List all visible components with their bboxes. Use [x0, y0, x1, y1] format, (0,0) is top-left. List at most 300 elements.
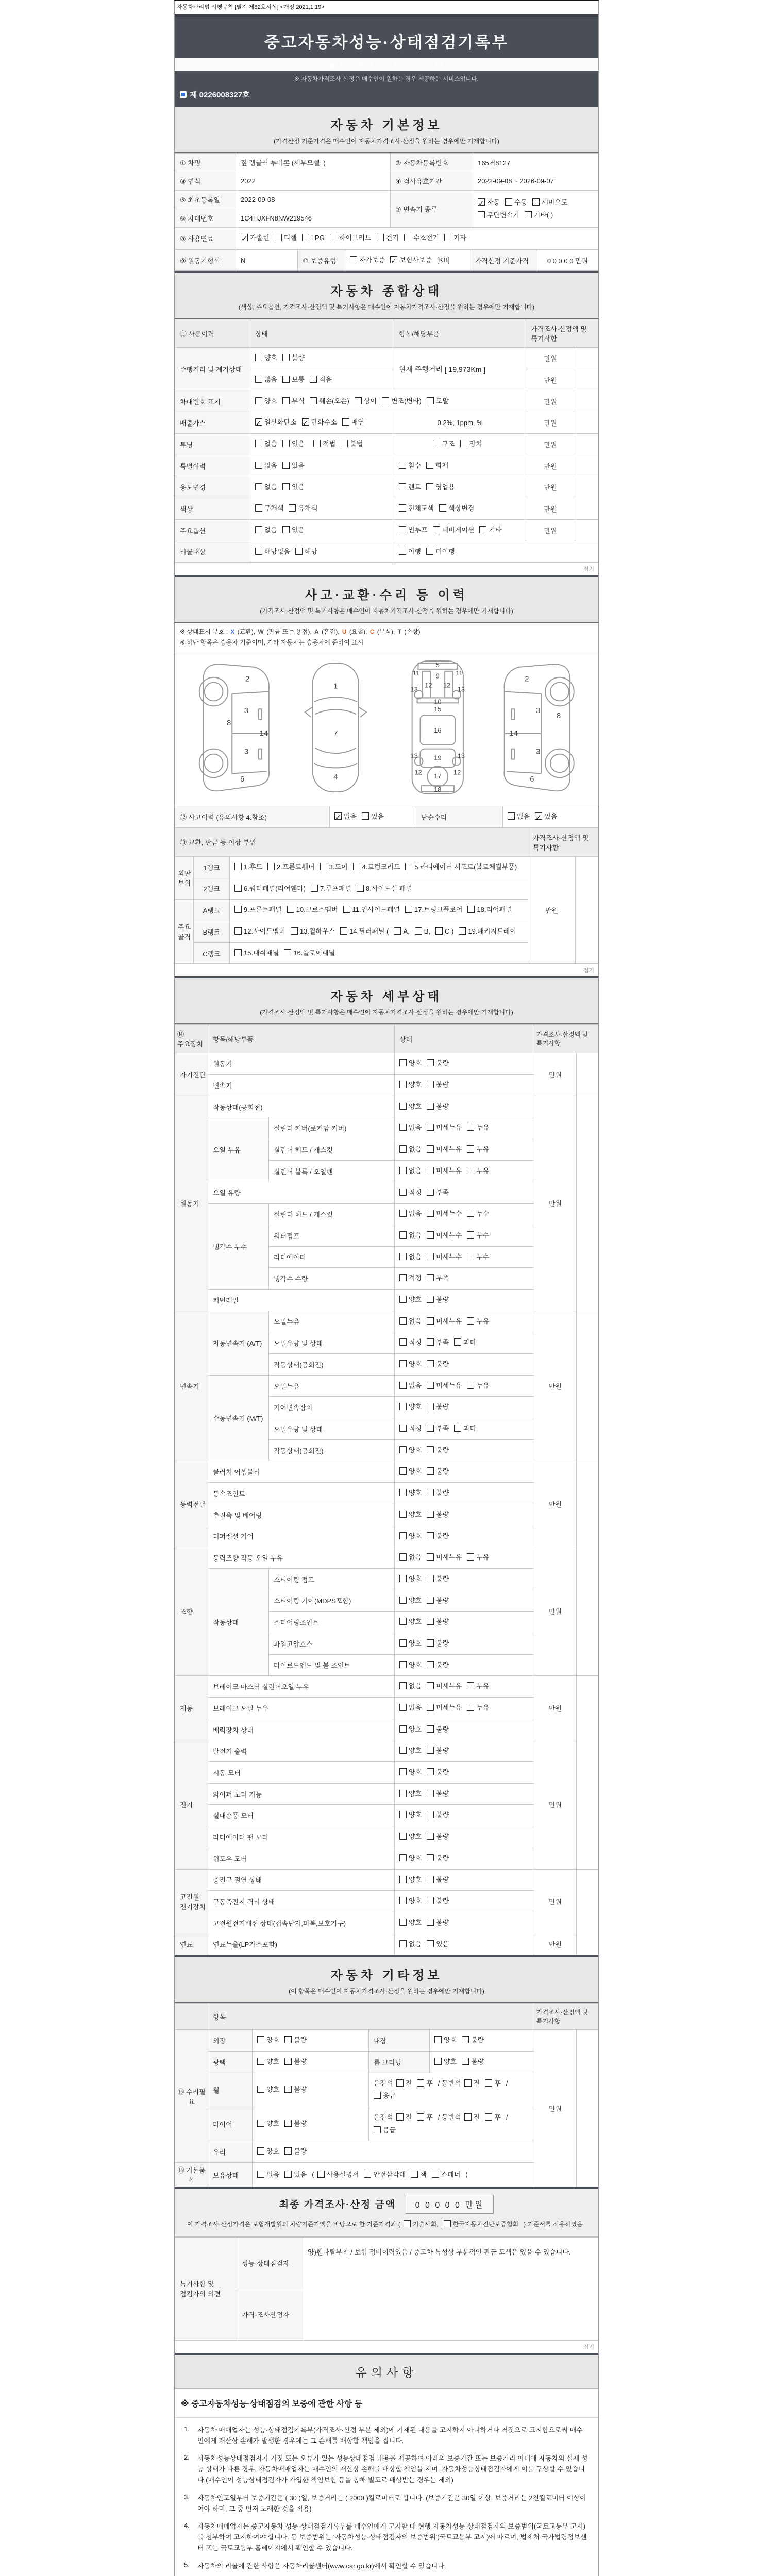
checkbox-option[interactable]: 부식: [282, 395, 305, 408]
checkbox-option[interactable]: 양호: [399, 1788, 422, 1801]
checkbox-option[interactable]: 양호: [399, 1294, 422, 1307]
checkbox-option[interactable]: A,: [394, 925, 409, 938]
checkbox-option[interactable]: 도말: [427, 395, 449, 408]
checkbox[interactable]: [427, 1210, 434, 1217]
checkbox[interactable]: [435, 927, 443, 935]
checkbox[interactable]: [255, 440, 262, 447]
checkbox[interactable]: [234, 906, 242, 913]
checkbox-option[interactable]: 화재: [426, 460, 448, 472]
checkbox-option[interactable]: 불량: [427, 1401, 449, 1414]
checkbox-option[interactable]: 구조: [433, 438, 455, 451]
checkbox[interactable]: [255, 462, 262, 469]
checkbox-option[interactable]: 불량: [427, 1744, 449, 1757]
checkbox-option[interactable]: 있음: [282, 524, 305, 537]
checkbox-option[interactable]: 6.쿼터패널(리어휀다): [234, 883, 306, 895]
checkbox[interactable]: [405, 863, 412, 870]
checkbox[interactable]: [427, 1747, 434, 1754]
checkbox-option[interactable]: 색상변경: [439, 502, 474, 515]
checkbox-option[interactable]: 없음: [399, 1251, 422, 1264]
checkbox[interactable]: [462, 2058, 469, 2065]
checkbox-option[interactable]: 안전삼각대: [364, 2168, 406, 2181]
checkbox[interactable]: [399, 1532, 407, 1539]
checkbox[interactable]: [404, 234, 411, 241]
checkbox-option[interactable]: 양호: [399, 1100, 422, 1113]
checkbox-option[interactable]: 없음: [399, 1122, 422, 1134]
checkbox[interactable]: [282, 440, 290, 447]
checkbox[interactable]: [478, 211, 485, 218]
checkbox[interactable]: [427, 1231, 434, 1239]
checkbox-option[interactable]: 불량: [284, 2145, 307, 2158]
checkbox[interactable]: [427, 1253, 434, 1260]
checkbox-option[interactable]: 불량: [427, 1874, 449, 1887]
checkbox[interactable]: [444, 2220, 451, 2227]
checkbox[interactable]: [399, 1511, 407, 1518]
checkbox-option[interactable]: 10.크로스멤버: [287, 904, 338, 917]
checkbox-option[interactable]: 누수: [467, 1208, 489, 1221]
checkbox[interactable]: [282, 376, 290, 383]
checkbox-option[interactable]: 잭: [411, 2168, 427, 2181]
checkbox[interactable]: [439, 504, 446, 512]
checkbox-option[interactable]: 누유: [467, 1380, 489, 1393]
checkbox[interactable]: [330, 234, 337, 241]
checkbox[interactable]: [289, 504, 296, 512]
checkbox-option[interactable]: 전기: [377, 232, 399, 245]
checkbox-option[interactable]: 침수: [399, 460, 421, 472]
checkbox-option[interactable]: 후: [485, 2077, 501, 2090]
checkbox-option[interactable]: 무단변속기: [478, 209, 519, 222]
checkbox[interactable]: [427, 1854, 434, 1861]
checkbox[interactable]: [399, 1768, 407, 1775]
checkbox[interactable]: [399, 1854, 407, 1861]
checkbox-option[interactable]: 양호: [257, 2056, 279, 2069]
checkbox-option[interactable]: 양호: [399, 1809, 422, 1822]
checkbox[interactable]: [310, 376, 317, 383]
checkbox-option[interactable]: 없음: [399, 1229, 422, 1242]
checkbox[interactable]: [399, 1403, 407, 1410]
checkbox[interactable]: [460, 440, 467, 447]
checkbox-option[interactable]: ✓ 없음: [334, 810, 357, 823]
checkbox-option[interactable]: 불량: [427, 1637, 449, 1650]
checkbox[interactable]: [313, 440, 321, 447]
fold-link[interactable]: 접기: [583, 2344, 594, 2350]
checkbox[interactable]: [291, 927, 298, 935]
checkbox-option[interactable]: 19.패키지트레이: [459, 925, 516, 938]
checkbox[interactable]: [427, 1403, 434, 1410]
checkbox[interactable]: [257, 2120, 264, 2127]
checkbox[interactable]: [426, 483, 433, 490]
checkbox[interactable]: [427, 1189, 434, 1196]
checkbox[interactable]: [427, 1296, 434, 1303]
checkbox-option[interactable]: 미세누수: [427, 1251, 462, 1264]
checkbox[interactable]: [399, 483, 406, 490]
checkbox-option[interactable]: 양호: [257, 2083, 279, 2096]
checkbox[interactable]: [415, 927, 422, 935]
checkbox[interactable]: [377, 234, 384, 241]
checkbox-option[interactable]: 17.트렁크플로어: [405, 904, 462, 917]
checkbox[interactable]: [399, 1661, 407, 1668]
checkbox[interactable]: [399, 1167, 407, 1174]
checkbox[interactable]: [275, 234, 282, 241]
checkbox[interactable]: [525, 211, 532, 218]
checkbox[interactable]: [404, 2220, 411, 2227]
checkbox-option[interactable]: 적정: [399, 1187, 422, 1199]
checkbox[interactable]: [399, 462, 406, 469]
checkbox-option[interactable]: 불량: [427, 1766, 449, 1779]
checkbox[interactable]: [427, 1145, 434, 1153]
checkbox-option[interactable]: 매연: [342, 416, 364, 429]
checkbox[interactable]: [287, 906, 294, 913]
checkbox[interactable]: [320, 863, 327, 870]
checkbox-option[interactable]: 무채색: [255, 502, 284, 515]
checkbox[interactable]: [399, 1639, 407, 1647]
checkbox[interactable]: [467, 1704, 474, 1711]
checkbox[interactable]: [432, 2171, 439, 2178]
checkbox-option[interactable]: 기타( ): [525, 209, 553, 222]
checkbox-option[interactable]: 불량: [427, 1079, 449, 1092]
checkbox[interactable]: [467, 1231, 474, 1239]
checkbox-option[interactable]: 부족: [427, 1422, 449, 1435]
checkbox[interactable]: [427, 1489, 434, 1496]
checkbox[interactable]: [427, 1639, 434, 1647]
checkbox[interactable]: [467, 1682, 474, 1689]
checkbox-option[interactable]: 불량: [427, 1465, 449, 1478]
checkbox-option[interactable]: ✓ 탄화수소: [302, 416, 337, 429]
checkbox-option[interactable]: 양호: [399, 1766, 422, 1779]
checkbox[interactable]: [334, 812, 342, 820]
checkbox[interactable]: [282, 462, 290, 469]
checkbox[interactable]: [399, 1467, 407, 1475]
checkbox[interactable]: [399, 1575, 407, 1582]
checkbox[interactable]: [399, 1145, 407, 1153]
checkbox-option[interactable]: 없음: [399, 1208, 422, 1221]
checkbox[interactable]: [467, 1317, 474, 1325]
fold-link[interactable]: 접기: [583, 968, 594, 974]
checkbox[interactable]: [302, 418, 309, 426]
checkbox-option[interactable]: 미세누수: [427, 1208, 462, 1221]
checkbox[interactable]: [427, 1446, 434, 1453]
checkbox-option[interactable]: 전: [464, 2077, 480, 2090]
checkbox-option[interactable]: 한국자동차진단보증협회: [444, 2218, 519, 2230]
checkbox[interactable]: [454, 1425, 461, 1432]
checkbox-option[interactable]: 12.사이드멤버: [234, 925, 285, 938]
checkbox-option[interactable]: B,: [415, 925, 430, 938]
checkbox-option[interactable]: 후: [417, 2111, 433, 2124]
checkbox[interactable]: [255, 418, 262, 426]
checkbox-option[interactable]: 미세누유: [427, 1315, 462, 1328]
checkbox-option[interactable]: ✓ 보험사보증: [390, 254, 432, 267]
checkbox[interactable]: [467, 1553, 474, 1561]
checkbox[interactable]: [427, 1661, 434, 1668]
car-side-left-diagram[interactable]: [182, 657, 284, 798]
checkbox[interactable]: [478, 198, 485, 206]
checkbox-option[interactable]: 미세누유: [427, 1680, 462, 1693]
checkbox-option[interactable]: 양호: [399, 1358, 422, 1371]
checkbox-option[interactable]: 기타: [479, 524, 501, 537]
checkbox[interactable]: [234, 927, 242, 935]
checkbox[interactable]: [234, 885, 242, 892]
checkbox[interactable]: [295, 548, 303, 555]
checkbox-option[interactable]: 부족: [427, 1272, 449, 1285]
checkbox[interactable]: [427, 1382, 434, 1389]
checkbox[interactable]: [341, 440, 348, 447]
checkbox-option[interactable]: 적정: [399, 1272, 422, 1285]
checkbox[interactable]: [267, 863, 275, 870]
checkbox-option[interactable]: 없음: [399, 1702, 422, 1715]
checkbox[interactable]: [399, 1940, 407, 1947]
checkbox-option[interactable]: 없음: [508, 810, 530, 823]
checkbox[interactable]: [467, 1382, 474, 1389]
checkbox-option[interactable]: 11.인사이드패널: [343, 904, 400, 917]
checkbox-option[interactable]: ✓ 일산화탄소: [255, 416, 297, 429]
checkbox-option[interactable]: 불량: [284, 2083, 307, 2096]
checkbox[interactable]: [353, 863, 360, 870]
checkbox-option[interactable]: ✓ 가솔린: [241, 232, 270, 245]
checkbox-option[interactable]: 누유: [467, 1680, 489, 1693]
checkbox[interactable]: [399, 1382, 407, 1389]
checkbox[interactable]: [399, 1253, 407, 1260]
checkbox-option[interactable]: 양호: [255, 395, 277, 408]
checkbox[interactable]: [374, 2092, 381, 2099]
checkbox[interactable]: [399, 1296, 407, 1303]
checkbox-option[interactable]: 15.대쉬패널: [234, 947, 279, 960]
checkbox[interactable]: [427, 1682, 434, 1689]
checkbox[interactable]: [357, 885, 364, 892]
checkbox-option[interactable]: 있음: [427, 1938, 449, 1951]
checkbox[interactable]: [399, 1876, 407, 1883]
checkbox[interactable]: [399, 1124, 407, 1131]
checkbox[interactable]: [284, 2147, 292, 2155]
checkbox[interactable]: [427, 1167, 434, 1174]
checkbox-option[interactable]: 없음: [255, 438, 277, 451]
checkbox-option[interactable]: 양호: [399, 1401, 422, 1414]
checkbox[interactable]: [427, 1790, 434, 1797]
checkbox[interactable]: [405, 906, 412, 913]
checkbox[interactable]: [399, 1747, 407, 1754]
checkbox[interactable]: [257, 2147, 264, 2155]
checkbox-option[interactable]: 누유: [467, 1122, 489, 1134]
checkbox-option[interactable]: 양호: [255, 352, 277, 365]
checkbox-option[interactable]: 미세누유: [427, 1702, 462, 1715]
checkbox[interactable]: [342, 418, 349, 426]
checkbox[interactable]: [485, 2113, 492, 2121]
checkbox[interactable]: [234, 863, 242, 870]
checkbox-option[interactable]: 양호: [399, 1595, 422, 1607]
checkbox-option[interactable]: 불량: [427, 1487, 449, 1500]
checkbox[interactable]: [390, 256, 397, 263]
checkbox-option[interactable]: C ): [435, 925, 453, 938]
checkbox-option[interactable]: 불량: [427, 1723, 449, 1736]
checkbox-option[interactable]: 불량: [427, 1509, 449, 1521]
checkbox[interactable]: [427, 1317, 434, 1325]
checkbox[interactable]: [467, 1210, 474, 1217]
checkbox[interactable]: [364, 2171, 371, 2178]
checkbox-option[interactable]: 네비게이션: [433, 524, 475, 537]
checkbox-option[interactable]: 없음: [255, 460, 277, 472]
checkbox-option[interactable]: 양호: [399, 1487, 422, 1500]
car-side-right-diagram[interactable]: [489, 657, 592, 798]
checkbox[interactable]: [282, 526, 290, 533]
checkbox[interactable]: [444, 234, 451, 241]
checkbox[interactable]: [257, 2058, 264, 2065]
checkbox-option[interactable]: 불량: [427, 1788, 449, 1801]
checkbox-option[interactable]: 사용설명서: [317, 2168, 359, 2181]
checkbox[interactable]: [427, 1618, 434, 1625]
checkbox-option[interactable]: 응급: [374, 2124, 396, 2137]
checkbox-option[interactable]: 누유: [467, 1143, 489, 1156]
checkbox-option[interactable]: 전: [396, 2111, 412, 2124]
checkbox-option[interactable]: 있음: [282, 460, 305, 472]
checkbox[interactable]: [282, 354, 290, 361]
checkbox-option[interactable]: 전: [396, 2077, 412, 2090]
checkbox-option[interactable]: 있음: [362, 810, 384, 823]
checkbox-option[interactable]: 없음: [255, 481, 277, 494]
checkbox[interactable]: [399, 1833, 407, 1840]
checkbox[interactable]: [255, 548, 262, 555]
checkbox-option[interactable]: 불량: [427, 1659, 449, 1672]
checkbox[interactable]: [411, 2171, 418, 2178]
checkbox[interactable]: [427, 1511, 434, 1518]
checkbox[interactable]: [257, 2036, 264, 2043]
checkbox-option[interactable]: 양호: [399, 1723, 422, 1736]
checkbox-option[interactable]: 5.라디에이터 서포트(볼트체결부품): [405, 861, 517, 874]
checkbox[interactable]: [434, 2036, 442, 2043]
checkbox-option[interactable]: 없음: [257, 2168, 279, 2181]
checkbox[interactable]: [399, 1811, 407, 1818]
checkbox[interactable]: [508, 812, 515, 820]
checkbox-option[interactable]: 양호: [399, 1079, 422, 1092]
checkbox[interactable]: [382, 397, 389, 404]
checkbox-option[interactable]: 양호: [399, 1465, 422, 1478]
checkbox-option[interactable]: ✓자동: [478, 196, 500, 209]
checkbox-option[interactable]: 적정: [399, 1422, 422, 1435]
checkbox-option[interactable]: 불량: [427, 1573, 449, 1586]
checkbox-option[interactable]: 양호: [399, 1917, 422, 1929]
checkbox-option[interactable]: 기술사회,: [404, 2218, 439, 2230]
checkbox-option[interactable]: 미세누유: [427, 1165, 462, 1178]
checkbox-option[interactable]: 불량: [427, 1895, 449, 1908]
checkbox-option[interactable]: 없음: [399, 1551, 422, 1564]
checkbox[interactable]: [282, 397, 290, 404]
checkbox[interactable]: [464, 2113, 472, 2121]
checkbox-option[interactable]: 불량: [427, 1358, 449, 1371]
checkbox[interactable]: [399, 1725, 407, 1733]
checkbox[interactable]: [427, 1338, 434, 1346]
checkbox-option[interactable]: 많음: [255, 374, 277, 386]
checkbox[interactable]: [433, 526, 440, 533]
checkbox-option[interactable]: 양호: [399, 1852, 422, 1865]
checkbox-option[interactable]: 후: [417, 2077, 433, 2090]
checkbox[interactable]: [399, 548, 406, 555]
car-bottom-diagram[interactable]: [386, 657, 489, 798]
checkbox[interactable]: [399, 1704, 407, 1711]
checkbox[interactable]: [399, 1897, 407, 1904]
checkbox-option[interactable]: 수소전기: [404, 232, 439, 245]
checkbox-option[interactable]: 전체도색: [399, 502, 434, 515]
checkbox[interactable]: [427, 1897, 434, 1904]
checkbox-option[interactable]: 해당: [295, 546, 317, 558]
checkbox-option[interactable]: 불량: [427, 1057, 449, 1070]
checkbox[interactable]: [284, 2036, 292, 2043]
checkbox[interactable]: [399, 504, 406, 512]
checkbox-option[interactable]: 적법: [313, 438, 335, 451]
checkbox-option[interactable]: 없음: [399, 1165, 422, 1178]
checkbox-option[interactable]: 3.도어: [320, 861, 348, 874]
checkbox[interactable]: [284, 2058, 292, 2065]
checkbox-option[interactable]: 세미오토: [532, 196, 567, 209]
checkbox-option[interactable]: 불량: [427, 1444, 449, 1457]
checkbox-option[interactable]: 양호: [399, 1659, 422, 1672]
checkbox-option[interactable]: 해당없음: [255, 546, 290, 558]
checkbox-option[interactable]: 양호: [399, 1637, 422, 1650]
checkbox[interactable]: [427, 1532, 434, 1539]
car-top-diagram[interactable]: [284, 657, 387, 798]
checkbox-option[interactable]: 없음: [399, 1143, 422, 1156]
checkbox[interactable]: [427, 1553, 434, 1561]
checkbox[interactable]: [255, 376, 262, 383]
checkbox[interactable]: [282, 483, 290, 490]
checkbox-option[interactable]: 부족: [427, 1187, 449, 1199]
checkbox-option[interactable]: 적정: [399, 1336, 422, 1349]
checkbox-option[interactable]: 양호: [399, 1573, 422, 1586]
checkbox-option[interactable]: 양호: [399, 1874, 422, 1887]
checkbox[interactable]: [399, 1553, 407, 1561]
checkbox[interactable]: [427, 1597, 434, 1604]
checkbox[interactable]: [255, 526, 262, 533]
checkbox-option[interactable]: LPG: [302, 232, 325, 245]
checkbox-option[interactable]: 불량: [427, 1831, 449, 1843]
checkbox-option[interactable]: 양호: [399, 1057, 422, 1070]
checkbox[interactable]: [399, 1790, 407, 1797]
checkbox[interactable]: [464, 2079, 472, 2087]
checkbox-option[interactable]: 양호: [399, 1509, 422, 1521]
checkbox[interactable]: [427, 1575, 434, 1582]
checkbox-option[interactable]: 전: [464, 2111, 480, 2124]
checkbox[interactable]: [427, 1876, 434, 1883]
checkbox-option[interactable]: 미세누유: [427, 1551, 462, 1564]
checkbox[interactable]: [427, 397, 434, 404]
checkbox[interactable]: [257, 2171, 264, 2178]
checkbox[interactable]: [399, 1425, 407, 1432]
checkbox-option[interactable]: 미세누유: [427, 1143, 462, 1156]
checkbox-option[interactable]: 상이: [355, 395, 377, 408]
checkbox[interactable]: [535, 812, 542, 820]
checkbox[interactable]: [399, 1919, 407, 1926]
checkbox-option[interactable]: 썬루프: [399, 524, 428, 537]
checkbox-option[interactable]: 보통: [282, 374, 305, 386]
checkbox[interactable]: [532, 198, 540, 206]
checkbox-option[interactable]: 불량: [427, 1100, 449, 1113]
checkbox-option[interactable]: 스패너: [432, 2168, 461, 2181]
checkbox-option[interactable]: 양호: [399, 1530, 422, 1543]
checkbox-option[interactable]: 디젤: [275, 232, 297, 245]
checkbox-option[interactable]: ✓ 있음: [535, 810, 557, 823]
checkbox[interactable]: [427, 1360, 434, 1367]
checkbox-option[interactable]: 누수: [467, 1229, 489, 1242]
checkbox[interactable]: [317, 2171, 325, 2178]
checkbox[interactable]: [399, 1210, 407, 1217]
checkbox[interactable]: [399, 1618, 407, 1625]
checkbox[interactable]: [399, 1360, 407, 1367]
checkbox[interactable]: [396, 2113, 404, 2121]
checkbox[interactable]: [427, 1103, 434, 1110]
checkbox[interactable]: [427, 1768, 434, 1775]
checkbox-option[interactable]: 미이행: [426, 546, 455, 558]
checkbox-option[interactable]: 양호: [399, 1831, 422, 1843]
checkbox[interactable]: [427, 1833, 434, 1840]
checkbox-option[interactable]: 불량: [427, 1852, 449, 1865]
checkbox[interactable]: [302, 234, 309, 241]
checkbox[interactable]: [427, 1081, 434, 1088]
